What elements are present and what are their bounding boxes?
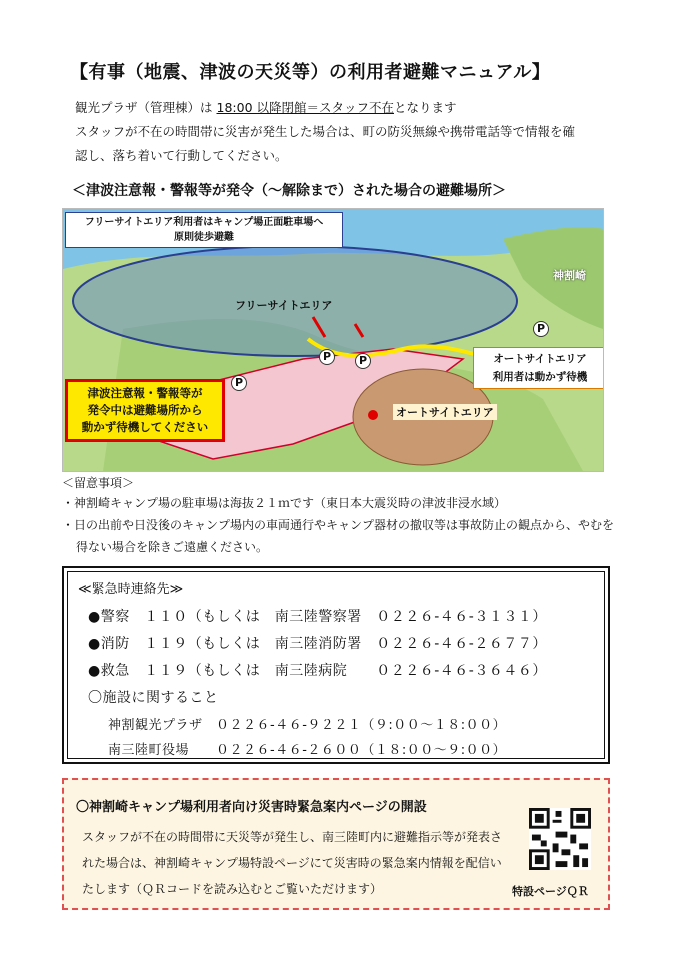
ambulance-contact: ●救急 １１９（もしくは 南三陸病院 ０２２６‐４６‐３６４６） bbox=[88, 663, 547, 679]
intro-line-3: 認し、落ち着いて行動してください。 bbox=[75, 148, 288, 163]
facility-heading: 〇施設に関すること bbox=[88, 690, 219, 706]
closing-time-note: 18:00 以降閉館＝スタッフ不在 bbox=[216, 100, 394, 115]
parking-icon: P bbox=[231, 375, 247, 391]
web-page-body: スタッフが不在の時間帯に天災等が発生し、南三陸町内に避難指示等が発表された場合は、神割崎キャンプ場特設ページにて災害時の緊急案内情報を配信いたします（ＱＲコードを読み込むとご覧いただけます） bbox=[82, 830, 503, 896]
emergency-title: ≪緊急時連絡先≫ bbox=[78, 582, 184, 597]
intro-text bbox=[75, 96, 635, 168]
parking-icon: P bbox=[319, 349, 335, 365]
fire-contact: ●消防 １１９（もしくは 南三陸消防署 ０２２６‐４６‐２６７７） bbox=[88, 636, 547, 652]
evacuation-map bbox=[62, 208, 604, 472]
web-page-title: 〇神割崎キャンプ場利用者向け災害時緊急案内ページの開設 bbox=[76, 800, 427, 815]
parking-icon: P bbox=[533, 321, 549, 337]
intro-line-2: スタッフが不在の時間帯に災害が発生した場合は、町の防災無線や携帯電話等で情報を確 bbox=[75, 124, 576, 139]
freesite-evacuation-note: フリーサイトエリア利用者はキャンプ場正面駐車場へ 原則徒歩避難 bbox=[65, 212, 343, 248]
evacuation-heading: ＜津波注意報・警報等が発令（～解除まで）された場合の避難場所＞ bbox=[72, 183, 506, 199]
autosite-area-label: オートサイトエリア bbox=[393, 404, 497, 420]
parking-icon: P bbox=[355, 353, 371, 369]
emergency-web-page-box bbox=[62, 778, 610, 910]
police-contact: ●警察 １１０（もしくは 南三陸警察署 ０２２６‐４６‐３１３１） bbox=[88, 609, 547, 625]
page-title: 【有事（地震、津波の天災等）の利用者避難マニュアル】 bbox=[70, 62, 551, 83]
tsunami-warning-note: 津波注意報・警報等が 発令中は避難場所から 動かず待機してください bbox=[65, 379, 225, 442]
notes-list bbox=[62, 492, 622, 558]
qr-label: 特設ページＱＲ bbox=[512, 885, 589, 898]
place-label: 神割崎 bbox=[553, 269, 586, 282]
list-item: ・神割崎キャンプ場の駐車場は海抜２１ｍです（東日本大震災時の津波非浸水域） bbox=[62, 496, 507, 510]
list-item: ・日の出前や日没後のキャンプ場内の車両通行やキャンプ器材の撤収等は事故防止の観点から、やむを得ない場合を除きご遠慮ください。 bbox=[62, 518, 615, 554]
town-office-contact: 南三陸町役場 ０２２６‐４６‐２６００（１８:００～９:００） bbox=[108, 743, 507, 758]
notes-heading: ＜留意事項＞ bbox=[62, 476, 135, 490]
emergency-contacts bbox=[62, 566, 610, 764]
qr-code-icon[interactable] bbox=[529, 808, 591, 870]
plaza-contact: 神割観光プラザ ０２２６‐４６‐９２２１（９:００～１８:００） bbox=[108, 718, 507, 733]
freesite-area-label: フリーサイトエリア bbox=[235, 299, 333, 312]
intro-line-1: 観光プラザ（管理棟）は 18:00 以降閉館＝スタッフ不在となります bbox=[75, 100, 457, 115]
autosite-note: オートサイトエリア 利用者は動かず待機 bbox=[473, 347, 604, 389]
